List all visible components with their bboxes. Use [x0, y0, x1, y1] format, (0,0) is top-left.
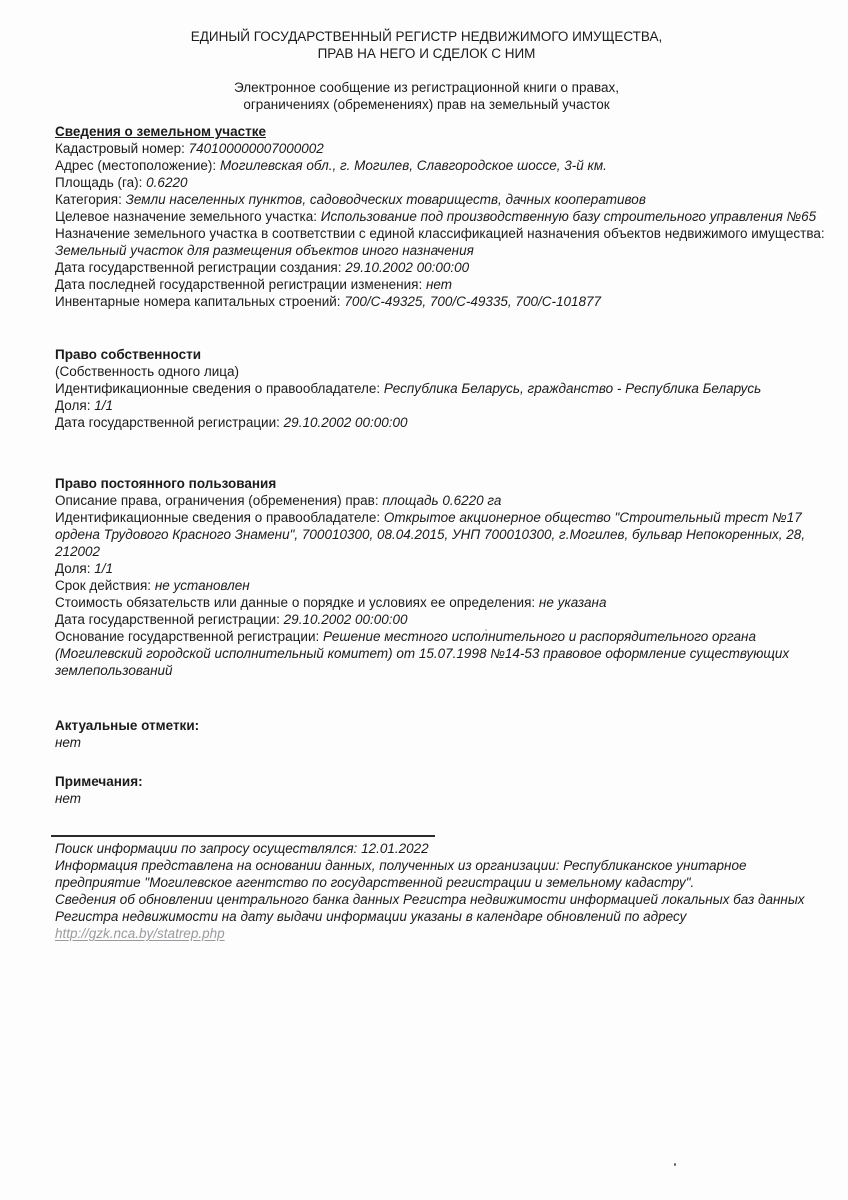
field-label: Дата государственной регистрации создания: [55, 260, 342, 275]
field-rightholder-id [55, 380, 830, 397]
field-value: 700/С-49325, 700/С-49335, 700/С-101877 [344, 294, 602, 309]
field-area [55, 174, 830, 191]
actual-marks-heading: Актуальные отметки: [55, 718, 200, 733]
field-purpose [55, 208, 830, 225]
actual-marks-value: нет [55, 735, 82, 750]
field-share [55, 560, 830, 577]
field-label: Идентификационные сведения о правообладателе: [55, 381, 381, 396]
field-reg-date [55, 414, 830, 431]
field-rightholder-id [55, 509, 830, 560]
field-last-change-reg-date [55, 276, 830, 293]
doc-title-line2: ПРАВ НА НЕГО И СДЕЛОК С НИМ [317, 46, 536, 61]
field-value: Могилевская обл., г. Могилев, Славгородское шоссе, 3-й км. [219, 158, 607, 173]
doc-subtitle [39, 79, 814, 113]
document-footer [55, 835, 830, 942]
document-header [39, 28, 814, 113]
ownership-subheading: (Собственность одного лица) [55, 364, 240, 379]
section-actual-marks [55, 717, 830, 751]
field-label: Целевое назначение земельного участка: [55, 209, 318, 224]
field-reg-basis [55, 628, 830, 679]
field-label: Стоимость обязательств или данные о порядке и условиях ее определения: [55, 595, 536, 610]
permanent-use-heading: Право постоянного пользования [55, 476, 277, 491]
field-value: 29.10.2002 00:00:00 [283, 612, 408, 627]
doc-title-line1: ЕДИНЫЙ ГОСУДАРСТВЕННЫЙ РЕГИСТР НЕДВИЖИМОГО ИМУЩЕСТВА, [190, 29, 663, 44]
field-value: Использование под производственную базу строительного управления №65 [320, 209, 817, 224]
field-value: 740100000007000002 [188, 141, 324, 156]
land-plot-heading: Сведения о земельном участке [55, 124, 266, 139]
field-right-description [55, 492, 830, 509]
field-label: Кадастровый номер: [55, 141, 185, 156]
field-label: Описание права, ограничения (обременения) прав: [55, 493, 379, 508]
field-value: площадь 0.6220 га [382, 493, 502, 508]
field-value: нет [426, 277, 453, 292]
field-inventory-numbers [55, 293, 830, 310]
field-label: Назначение земельного участка в соответствии с единой классификацией назначения объектов недвижимого имущества: [55, 226, 825, 241]
field-label: Адрес (местоположение): [55, 158, 217, 173]
field-classification-purpose [55, 225, 830, 259]
field-value: 0.6220 [146, 175, 188, 190]
field-reg-date [55, 611, 830, 628]
field-label: Дата последней государственной регистрации изменения: [55, 277, 423, 292]
field-label: Инвентарные номера капитальных строений: [55, 294, 341, 309]
field-value: не установлен [154, 578, 250, 593]
field-cadastral-number [55, 140, 830, 157]
section-notes [55, 773, 830, 807]
field-label: Идентификационные сведения о правообладателе: [55, 510, 381, 525]
scan-artifact-dot [674, 1163, 676, 1166]
doc-subtitle-line2: ограничениях (обременениях) прав на земельный участок [243, 97, 610, 112]
field-label: Площадь (га): [55, 175, 143, 190]
field-value: Открытое акционерное общество "Строительный трест №17 ордена Трудового Красного Знамени", 700010300, 08.04.2015, УНП 700010300, г.Могилев, бульвар Непокоренных, 28, 212002 [55, 510, 806, 559]
footer-update-line: Сведения об обновлении центрального банка данных Регистра недвижимости информацией локальных баз данных Регистра недвижимости на дату выдачи информации указаны в календаре обновлений по адресу [55, 892, 805, 924]
section-land-plot [55, 123, 830, 310]
field-value: Решение местного исполнительного и распорядительного органа (Могилевский городской исполнительный комитет) от 15.07.1998 №14-53 правовое оформление существующих землепользований [55, 629, 790, 678]
field-value: 1/1 [94, 398, 113, 413]
field-label: Основание государственной регистрации: [55, 629, 320, 644]
footer-link-line [55, 925, 830, 942]
field-value: 29.10.2002 00:00:00 [283, 415, 408, 430]
field-label: Доля: [55, 398, 91, 413]
field-value: Республика Беларусь, гражданство - Республика Беларусь [383, 381, 762, 396]
field-value: 29.10.2002 00:00:00 [345, 260, 470, 275]
scan-artifact-dot [485, 629, 487, 631]
section-permanent-use-right [55, 475, 830, 679]
field-share [55, 397, 830, 414]
notes-value: нет [55, 791, 82, 806]
field-label: Дата государственной регистрации: [55, 415, 280, 430]
statrep-link[interactable]: http://gzk.nca.by/statrep.php [55, 926, 225, 941]
field-value: 1/1 [94, 561, 113, 576]
field-obligation-cost [55, 594, 830, 611]
notes-heading: Примечания: [55, 774, 143, 789]
field-category [55, 191, 830, 208]
footer-search-line: Поиск информации по запросу осуществлялся: 12.01.2022 [55, 841, 429, 856]
footer-source-line: Информация представлена на основании данных, полученных из организации: Республиканское унитарное предприятие "Могилевское агентство по государственной регистрации и земельному кадастру". [55, 858, 747, 890]
field-label: Срок действия: [55, 578, 152, 593]
section-ownership-right [55, 346, 830, 431]
ownership-heading: Право собственности [55, 347, 202, 362]
doc-subtitle-line1: Электронное сообщение из регистрационной книги о правах, [233, 80, 620, 95]
field-label: Категория: [55, 192, 122, 207]
field-value: не указана [538, 595, 607, 610]
field-creation-reg-date [55, 259, 830, 276]
field-address [55, 157, 830, 174]
field-value: Земельный участок для размещения объектов иного назначения [55, 243, 474, 258]
field-validity-term [55, 577, 830, 594]
field-label: Дата государственной регистрации: [55, 612, 280, 627]
field-label: Доля: [55, 561, 91, 576]
footer-divider [51, 835, 435, 837]
field-value: Земли населенных пунктов, садоводческих товариществ, дачных кооперативов [125, 192, 646, 207]
